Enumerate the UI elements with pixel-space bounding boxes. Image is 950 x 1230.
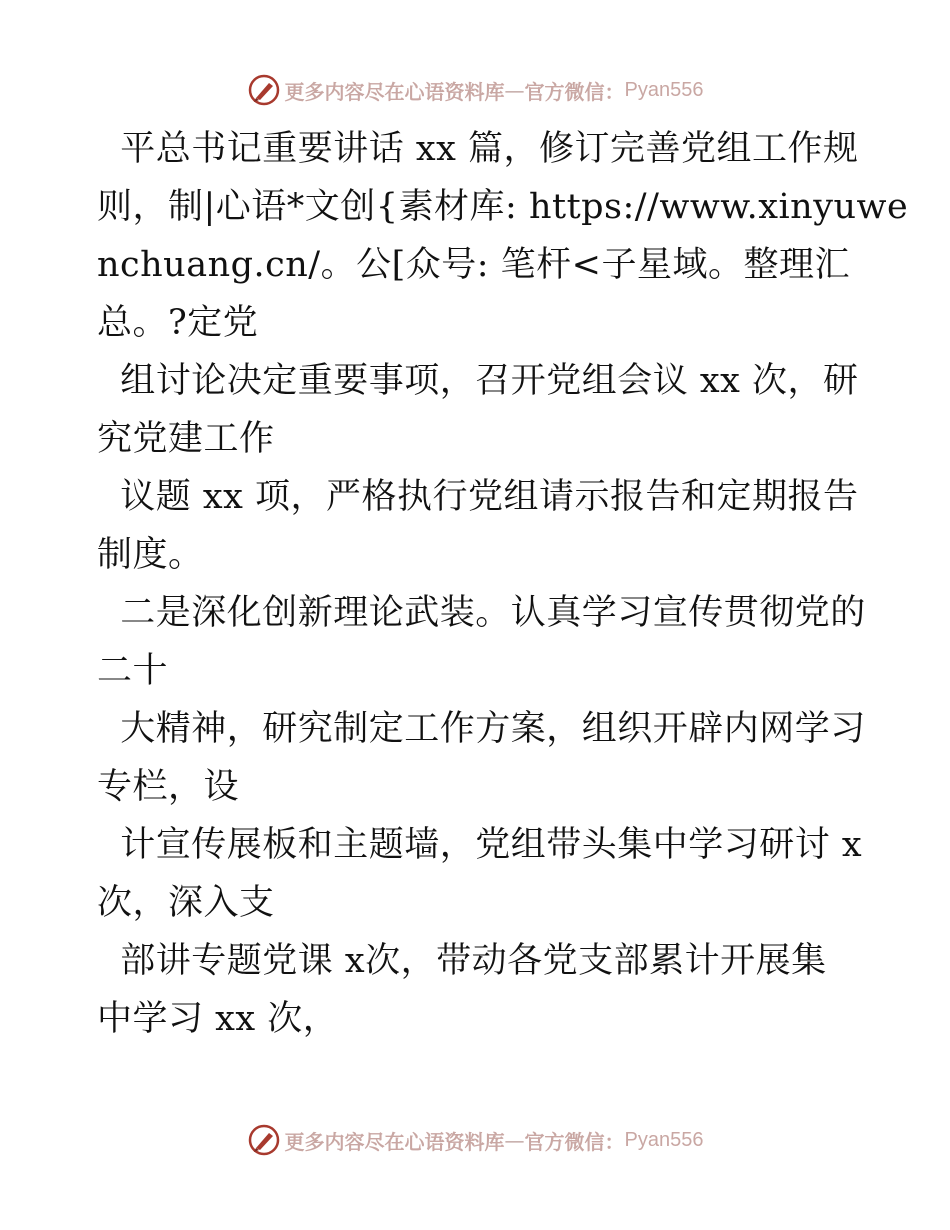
text-line: 总。?定党: [97, 303, 259, 343]
pen-logo-icon: [247, 73, 281, 107]
text-line: 二是深化创新理论武装。认真学习宣传贯彻党的: [97, 593, 866, 633]
text-line: 组讨论决定重要事项，召开党组会议 xx 次，研: [97, 361, 859, 401]
text-line: 则，制|心语*文创{素材库: https://www.xinyuwe: [97, 187, 909, 227]
footer-watermark: [0, 1120, 950, 1160]
header-watermark: [0, 70, 950, 110]
text-line: 平总书记重要讲话 xx 篇，修订完善党组工作规: [97, 129, 859, 169]
pen-logo-icon: [247, 1123, 281, 1157]
text-line: nchuang.cn/。公[众号: 笔杆<子星域。整理汇: [97, 245, 851, 285]
text-line: 议题 xx 项，严格执行党组请示报告和定期报告: [97, 477, 859, 517]
document-body: [97, 120, 909, 1048]
watermark-text: 更多内容尽在心语资料库: [284, 1129, 505, 1154]
text-line: 专栏，设: [97, 767, 240, 807]
watermark-separator: —: [504, 1128, 525, 1152]
text-line: 计宣传展板和主题墙，党组带头集中学习研讨 x: [97, 825, 863, 865]
text-line: 二十: [97, 651, 169, 691]
watermark-separator: —: [504, 78, 525, 102]
text-line: 次，深入支: [97, 883, 275, 923]
watermark-wechat-id: Pyan556: [624, 1128, 704, 1151]
watermark-wechat-label: 官方微信：: [524, 1129, 625, 1154]
text-line: 大精神，研究制定工作方案，组织开辟内网学习: [97, 709, 866, 749]
watermark-wechat-label: 官方微信：: [524, 79, 625, 104]
text-line: 究党建工作: [97, 419, 275, 459]
text-line: 部讲专题党课 x次，带动各党支部累计开展集: [97, 941, 827, 981]
watermark-wechat-id: Pyan556: [624, 78, 704, 101]
text-line: 中学习 xx 次，: [97, 999, 339, 1039]
watermark-text: 更多内容尽在心语资料库: [284, 79, 505, 104]
text-line: 制度。: [97, 535, 204, 575]
